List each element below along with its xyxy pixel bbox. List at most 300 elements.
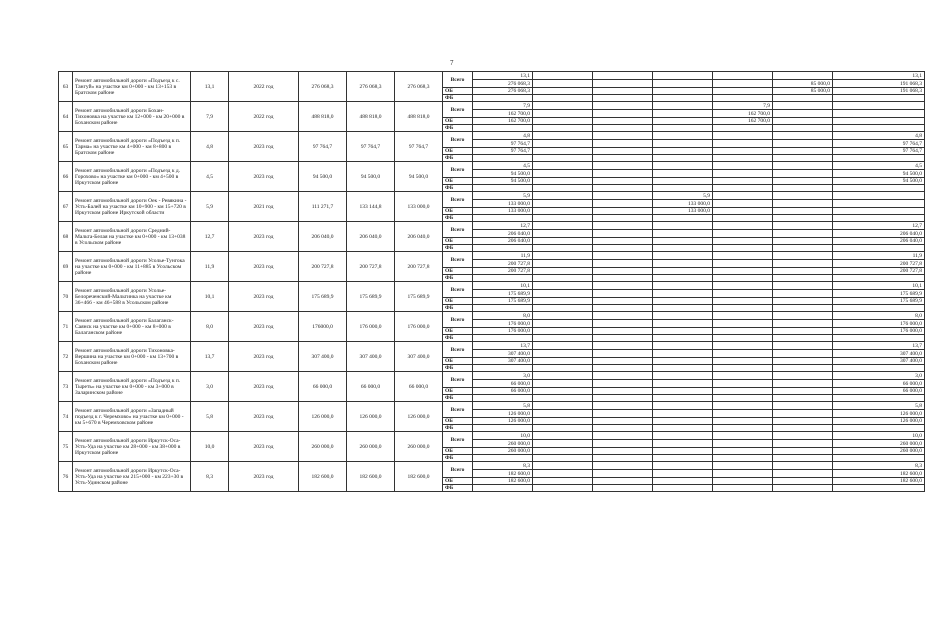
table-row [59, 342, 925, 350]
funding-cell [653, 162, 713, 170]
funding-cell [653, 365, 713, 372]
funding-cell [533, 305, 593, 312]
table-row [59, 282, 925, 290]
funding-cell [653, 432, 713, 440]
funding-cell [653, 388, 713, 395]
funding-cell [593, 418, 653, 425]
funding-cell: 162 700,0 [713, 118, 773, 125]
funding-cell: 175 689,9 [833, 298, 925, 305]
road-name: Ремонт автомобильной дороги Иркутск-Оса-Усть-Уда на участке км 28+000 - км 38+000 в Иркутском районе [73, 432, 191, 462]
funding-cell: 85 000,0 [773, 88, 833, 95]
funding-cell: 260 000,0 [833, 448, 925, 455]
funding-cell [653, 485, 713, 492]
funding-cell [653, 102, 713, 110]
funding-cell [593, 358, 653, 365]
funding-cell: 66 000,0 [833, 388, 925, 395]
funding-cell [653, 125, 713, 132]
funding-cell: 191 068,3 [833, 88, 925, 95]
funding-cell [713, 88, 773, 95]
funding-cell [773, 162, 833, 170]
funding-cell [773, 275, 833, 282]
funding-cell [533, 275, 593, 282]
funding-cell [773, 178, 833, 185]
ob-label: ОБ [443, 298, 473, 305]
funding-cell [593, 402, 653, 410]
funding-cell [653, 95, 713, 102]
funding-cell [653, 440, 713, 448]
estimated-cost: 276 068,3 [299, 72, 347, 102]
funding-cell [773, 312, 833, 320]
row-number: 73 [59, 372, 73, 402]
funding-cell [533, 440, 593, 448]
funding-cell: 13,7 [833, 342, 925, 350]
funding-cell [773, 320, 833, 328]
funding-cell [653, 402, 713, 410]
table-row [59, 312, 925, 320]
contract-cost: 94 500,0 [347, 162, 395, 192]
funding-cell [473, 275, 533, 282]
funding-cell [593, 328, 653, 335]
funding-cell [833, 275, 925, 282]
funding-cell: 307 400,0 [473, 350, 533, 358]
funding-cell [653, 215, 713, 222]
funding-cell [713, 402, 773, 410]
row-number: 63 [59, 72, 73, 102]
funding-cell: 182 600,0 [833, 470, 925, 478]
funding-cell [773, 328, 833, 335]
fb-label: ФБ [443, 365, 473, 372]
funding-cell [713, 305, 773, 312]
funding-cell: 8,0 [473, 312, 533, 320]
funding-cell [713, 275, 773, 282]
funding-cell [773, 290, 833, 298]
fb-label: ФБ [443, 395, 473, 402]
funding-cell [773, 245, 833, 252]
funding-cell: 191 068,3 [833, 80, 925, 88]
funding-cell: 133 000,0 [473, 208, 533, 215]
funding-cell: 260 000,0 [473, 448, 533, 455]
funding-cell [533, 320, 593, 328]
road-length: 12,7 [191, 222, 229, 252]
funding-cell [593, 432, 653, 440]
funding-cell [713, 155, 773, 162]
road-length: 8,3 [191, 462, 229, 492]
total-label: Всего [443, 402, 473, 418]
funding-cell [833, 485, 925, 492]
table-row [59, 192, 925, 200]
funding-cell [713, 425, 773, 432]
road-length: 5,9 [191, 192, 229, 222]
funding-cell [533, 102, 593, 110]
funding-cell: 4,8 [833, 132, 925, 140]
funding-cell [533, 208, 593, 215]
funding-cell [773, 215, 833, 222]
funding-cell: 260 000,0 [833, 440, 925, 448]
total-funding: 133 000,0 [395, 192, 443, 222]
contract-cost: 182 600,0 [347, 462, 395, 492]
funding-cell [773, 200, 833, 208]
funding-cell [713, 268, 773, 275]
funding-cell [773, 208, 833, 215]
funding-cell [713, 222, 773, 230]
completion-year: 2023 год [229, 252, 299, 282]
funding-cell [653, 72, 713, 80]
funding-cell [533, 215, 593, 222]
funding-cell [773, 335, 833, 342]
funding-cell [773, 148, 833, 155]
funding-cell [773, 395, 833, 402]
funding-cell [473, 395, 533, 402]
funding-cell: 97 764,7 [833, 148, 925, 155]
row-number: 64 [59, 102, 73, 132]
funding-cell [653, 470, 713, 478]
funding-cell [593, 478, 653, 485]
funding-cell [533, 170, 593, 178]
road-name: Ремонт автомобильной дороги «Подъезд к п. Тыреть» на участке км 0+000 - км 3+000 в Заларинском районе [73, 372, 191, 402]
funding-cell [593, 395, 653, 402]
funding-cell [533, 222, 593, 230]
funding-cell [593, 148, 653, 155]
total-funding: 175 689,9 [395, 282, 443, 312]
funding-cell [593, 88, 653, 95]
funding-cell [773, 342, 833, 350]
funding-cell [593, 95, 653, 102]
funding-cell [773, 418, 833, 425]
funding-cell [833, 455, 925, 462]
funding-cell [533, 402, 593, 410]
completion-year: 2023 год [229, 402, 299, 432]
funding-cell [593, 132, 653, 140]
funding-cell [593, 185, 653, 192]
completion-year: 2023 год [229, 342, 299, 372]
funding-cell [653, 140, 713, 148]
funding-cell [713, 372, 773, 380]
funding-cell [593, 440, 653, 448]
funding-cell [533, 282, 593, 290]
estimated-cost: 206 040,0 [299, 222, 347, 252]
estimated-cost: 94 500,0 [299, 162, 347, 192]
funding-cell: 94 500,0 [833, 178, 925, 185]
funding-cell [773, 282, 833, 290]
funding-cell: 260 000,0 [473, 440, 533, 448]
funding-cell [533, 388, 593, 395]
funding-cell [773, 268, 833, 275]
funding-cell [533, 155, 593, 162]
road-name: Ремонт автомобильной дороги Тихоновка-Вершина на участке км 0+000 - км 13+700 в Боханском районе [73, 342, 191, 372]
funding-cell [473, 95, 533, 102]
funding-cell [533, 80, 593, 88]
total-funding: 307 400,0 [395, 342, 443, 372]
funding-cell [713, 350, 773, 358]
funding-cell [773, 350, 833, 358]
funding-cell [653, 462, 713, 470]
funding-cell [713, 380, 773, 388]
estimated-cost: 260 000,0 [299, 432, 347, 462]
estimated-cost: 176000,0 [299, 312, 347, 342]
total-label: Всего [443, 282, 473, 298]
estimated-cost: 488 818,0 [299, 102, 347, 132]
funding-cell: 162 700,0 [713, 110, 773, 118]
funding-cell [833, 245, 925, 252]
funding-cell [533, 162, 593, 170]
funding-cell: 200 727,8 [473, 260, 533, 268]
funding-cell [533, 358, 593, 365]
row-number: 67 [59, 192, 73, 222]
total-label: Всего [443, 72, 473, 88]
funding-cell [593, 268, 653, 275]
row-number: 65 [59, 132, 73, 162]
funding-cell [593, 470, 653, 478]
funding-cell [773, 102, 833, 110]
funding-cell [773, 252, 833, 260]
funding-cell [773, 432, 833, 440]
funding-cell [593, 110, 653, 118]
funding-cell [653, 178, 713, 185]
funding-cell [713, 485, 773, 492]
funding-cell [773, 140, 833, 148]
funding-cell [533, 230, 593, 238]
funding-cell [773, 425, 833, 432]
funding-cell [713, 185, 773, 192]
estimated-cost: 175 689,9 [299, 282, 347, 312]
funding-cell [593, 335, 653, 342]
funding-cell [533, 395, 593, 402]
funding-cell [773, 185, 833, 192]
funding-cell [653, 88, 713, 95]
total-label: Всего [443, 372, 473, 388]
funding-cell [833, 118, 925, 125]
completion-year: 2023 год [229, 282, 299, 312]
funding-cell [593, 365, 653, 372]
funding-cell [713, 388, 773, 395]
funding-cell [833, 155, 925, 162]
completion-year: 2022 год [229, 72, 299, 102]
funding-cell: 133 000,0 [653, 200, 713, 208]
total-label: Всего [443, 132, 473, 148]
funding-cell [713, 312, 773, 320]
funding-cell [533, 350, 593, 358]
funding-cell: 3,0 [473, 372, 533, 380]
road-name: Ремонт автомобильной дороги «Подъезд к д. Горохово» на участке км 0+000 - км 4+500 в Иркутском районе [73, 162, 191, 192]
funding-cell [653, 328, 713, 335]
road-name: Ремонт автомобильной дороги Бохан-Тихоновка на участке км 12+000 - км 20+000 в Боханском районе [73, 102, 191, 132]
funding-cell [473, 155, 533, 162]
funding-cell [833, 192, 925, 200]
funding-cell: 85 000,0 [773, 80, 833, 88]
row-number: 71 [59, 312, 73, 342]
funding-cell [653, 80, 713, 88]
table-row [59, 102, 925, 110]
total-label: Всего [443, 342, 473, 358]
funding-cell [533, 410, 593, 418]
ob-label: ОБ [443, 208, 473, 215]
funding-cell [713, 440, 773, 448]
funding-cell [773, 410, 833, 418]
fb-label: ФБ [443, 335, 473, 342]
funding-cell [713, 342, 773, 350]
funding-cell [593, 238, 653, 245]
fb-label: ФБ [443, 305, 473, 312]
funding-cell [653, 342, 713, 350]
funding-cell [713, 365, 773, 372]
ob-label: ОБ [443, 388, 473, 395]
funding-cell: 11,9 [833, 252, 925, 260]
funding-cell: 276 068,3 [473, 88, 533, 95]
funding-cell [833, 110, 925, 118]
funding-cell [653, 312, 713, 320]
funding-cell: 126 000,0 [833, 418, 925, 425]
funding-cell [593, 245, 653, 252]
funding-cell [533, 470, 593, 478]
funding-cell [653, 418, 713, 425]
funding-cell: 66 000,0 [473, 388, 533, 395]
funding-cell [773, 118, 833, 125]
funding-cell [533, 238, 593, 245]
completion-year: 2023 год [229, 312, 299, 342]
funding-cell: 162 700,0 [473, 118, 533, 125]
funding-cell [653, 395, 713, 402]
funding-cell [713, 358, 773, 365]
completion-year: 2023 год [229, 432, 299, 462]
funding-cell: 94 500,0 [833, 170, 925, 178]
funding-cell: 10,1 [473, 282, 533, 290]
funding-cell [713, 200, 773, 208]
row-number: 69 [59, 252, 73, 282]
funding-cell: 182 600,0 [833, 478, 925, 485]
funding-cell [533, 380, 593, 388]
funding-cell [713, 395, 773, 402]
funding-cell: 175 689,9 [473, 290, 533, 298]
road-name: Ремонт автомобильной дороги «Подъезд к п. Тарма» на участке км 4+000 - км 8+800 в Братском районе [73, 132, 191, 162]
road-length: 3,0 [191, 372, 229, 402]
funding-cell [773, 470, 833, 478]
fb-label: ФБ [443, 155, 473, 162]
ob-label: ОБ [443, 118, 473, 125]
contract-cost: 126 000,0 [347, 402, 395, 432]
fb-label: ФБ [443, 215, 473, 222]
funding-cell [653, 425, 713, 432]
page-number: 7 [450, 59, 454, 67]
funding-cell [593, 275, 653, 282]
funding-cell [533, 455, 593, 462]
funding-cell [533, 252, 593, 260]
total-label: Всего [443, 252, 473, 268]
contract-cost: 488 818,0 [347, 102, 395, 132]
funding-cell: 10,0 [833, 432, 925, 440]
funding-cell [833, 102, 925, 110]
funding-cell: 94 500,0 [473, 170, 533, 178]
estimated-cost: 126 000,0 [299, 402, 347, 432]
funding-cell [653, 132, 713, 140]
funding-cell: 97 764,7 [473, 148, 533, 155]
funding-cell [713, 290, 773, 298]
total-funding: 488 818,0 [395, 102, 443, 132]
contract-cost: 66 000,0 [347, 372, 395, 402]
estimated-cost: 200 727,8 [299, 252, 347, 282]
road-length: 10,1 [191, 282, 229, 312]
contract-cost: 307 400,0 [347, 342, 395, 372]
funding-cell [713, 410, 773, 418]
funding-cell: 7,9 [713, 102, 773, 110]
funding-cell [593, 298, 653, 305]
funding-cell [473, 335, 533, 342]
funding-cell [593, 252, 653, 260]
funding-cell: 176 000,0 [473, 320, 533, 328]
total-funding: 126 000,0 [395, 402, 443, 432]
funding-cell [773, 230, 833, 238]
fb-label: ФБ [443, 185, 473, 192]
funding-cell [593, 178, 653, 185]
funding-cell [713, 298, 773, 305]
funding-cell: 206 040,0 [473, 238, 533, 245]
contract-cost: 176 000,0 [347, 312, 395, 342]
total-label: Всего [443, 162, 473, 178]
funding-cell [533, 245, 593, 252]
funding-cell [473, 125, 533, 132]
funding-cell: 5,9 [473, 192, 533, 200]
table-row [59, 402, 925, 410]
funding-cell: 11,9 [473, 252, 533, 260]
funding-cell [593, 425, 653, 432]
funding-cell: 5,9 [653, 192, 713, 200]
funding-cell: 206 040,0 [473, 230, 533, 238]
funding-cell [713, 470, 773, 478]
funding-cell [473, 215, 533, 222]
funding-cell: 97 764,7 [473, 140, 533, 148]
funding-cell: 276 068,3 [473, 80, 533, 88]
ob-label: ОБ [443, 238, 473, 245]
row-number: 76 [59, 462, 73, 492]
funding-cell [653, 298, 713, 305]
road-name: Ремонт автомобильной дороги «Подъезд к с. Тангуй» на участке км 0+000 - км 13+153 в Братском районе [73, 72, 191, 102]
funding-cell [593, 320, 653, 328]
funding-cell [653, 478, 713, 485]
contract-cost: 175 689,9 [347, 282, 395, 312]
funding-cell: 5,8 [473, 402, 533, 410]
funding-cell [593, 372, 653, 380]
completion-year: 2021 год [229, 192, 299, 222]
funding-cell [773, 170, 833, 178]
funding-cell [773, 462, 833, 470]
funding-cell [533, 268, 593, 275]
funding-cell [833, 215, 925, 222]
fb-label: ФБ [443, 125, 473, 132]
row-number: 68 [59, 222, 73, 252]
funding-cell [533, 298, 593, 305]
funding-cell [713, 245, 773, 252]
contract-cost: 206 040,0 [347, 222, 395, 252]
ob-label: ОБ [443, 478, 473, 485]
funding-cell [653, 252, 713, 260]
funding-cell [653, 290, 713, 298]
funding-cell: 176 000,0 [473, 328, 533, 335]
table-row [59, 222, 925, 230]
funding-cell [713, 418, 773, 425]
ob-label: ОБ [443, 328, 473, 335]
funding-cell [593, 200, 653, 208]
funding-cell [593, 380, 653, 388]
funding-cell [713, 140, 773, 148]
total-funding: 206 040,0 [395, 222, 443, 252]
funding-cell [533, 148, 593, 155]
funding-cell [533, 418, 593, 425]
funding-cell [713, 148, 773, 155]
funding-cell [473, 365, 533, 372]
funding-cell [773, 455, 833, 462]
funding-cell [533, 462, 593, 470]
ob-label: ОБ [443, 418, 473, 425]
contract-cost: 200 727,8 [347, 252, 395, 282]
